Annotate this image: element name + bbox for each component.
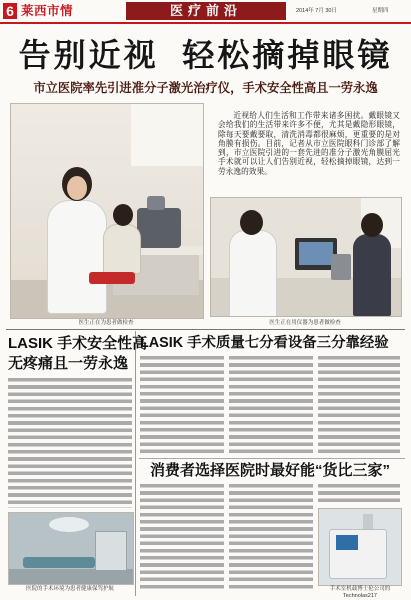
issue-date: 2014年 7月 30日 [296, 8, 337, 14]
exam-instrument [331, 254, 351, 280]
photo4-caption: 手术室机载博士伦公司的Technolas217 [329, 586, 391, 599]
eye-exam-machine [137, 208, 181, 248]
patient-body [353, 234, 391, 316]
photo1-caption: 医生正在为患者做检查 [78, 320, 134, 326]
article2-body-col3 [318, 356, 400, 456]
article3-body-col2 [229, 484, 313, 592]
article3-body-col3 [318, 484, 400, 505]
surgical-lamp [49, 517, 89, 532]
page-headline: 告别近视 轻松摘掉眼镜 [18, 37, 393, 73]
article1-title-line2: 无疼痛且一劳永逸 [8, 355, 129, 372]
patient-body [103, 224, 141, 274]
photo-laser-machine [318, 508, 402, 586]
article2-body-col2 [229, 356, 313, 456]
column-banner: 医疗前沿 [126, 2, 286, 20]
machine-screen [336, 535, 358, 550]
photo-operating-room [8, 512, 134, 585]
doctor-face [67, 176, 87, 200]
section-title: 莱西市情 [21, 4, 74, 18]
floor [9, 569, 133, 584]
doctor-head [240, 210, 263, 235]
doctor-white-coat [229, 230, 277, 317]
intro-paragraph: 近视给人们生活和工作带来诸多困扰。戴眼镜又会给我们的生活带来许多不便，尤其是戴隐形眼镜，除每天要戴要取，清洗消毒都很麻烦，更重要的是对角膜有损伤。目前，记者从市立医院眼科门诊部了解到，市立医院引进的一套先进的准分子激光角膜屈光手术就可以让人们告别近视，轻松摘掉眼镜，达到一劳永逸的效果。 [218, 111, 400, 176]
header-rule [0, 22, 411, 24]
operating-bed [23, 557, 95, 568]
chin-rest [147, 196, 165, 210]
issue-weekday: 星期四 [372, 8, 389, 14]
patient-head [113, 204, 133, 226]
page-number: 6 [3, 3, 17, 19]
article2-body-col1 [140, 356, 224, 456]
section-divider [6, 329, 405, 330]
photo-doctor-examining-patient [10, 103, 204, 319]
article1-title-line1: LASIK 手术安全性高 [8, 335, 148, 352]
article2-title: LASIK 手术质量七分看设备三分靠经验 [140, 335, 389, 351]
article1-body-text [8, 378, 132, 508]
article3-body-col1 [140, 484, 224, 592]
red-stool [89, 272, 135, 284]
photo-doctor-using-instrument [210, 197, 402, 317]
article-divider [139, 458, 405, 459]
patient-head [361, 213, 383, 237]
monitor-screen [299, 242, 333, 265]
photo3-caption: 医院的手术环境为患者健康保驾护航 [25, 586, 114, 592]
doctor-white-coat [47, 200, 107, 314]
window [131, 104, 203, 166]
column-divider [135, 331, 136, 596]
article3-title: 消费者选择医院时最好能“货比三家” [150, 462, 391, 479]
photo2-caption: 医生正在用仪器为患者做检查 [269, 320, 341, 326]
laser-equipment [95, 531, 127, 571]
page-subheadline: 市立医院率先引进准分子激光治疗仪，手术安全性高且一劳永逸 [33, 81, 378, 95]
